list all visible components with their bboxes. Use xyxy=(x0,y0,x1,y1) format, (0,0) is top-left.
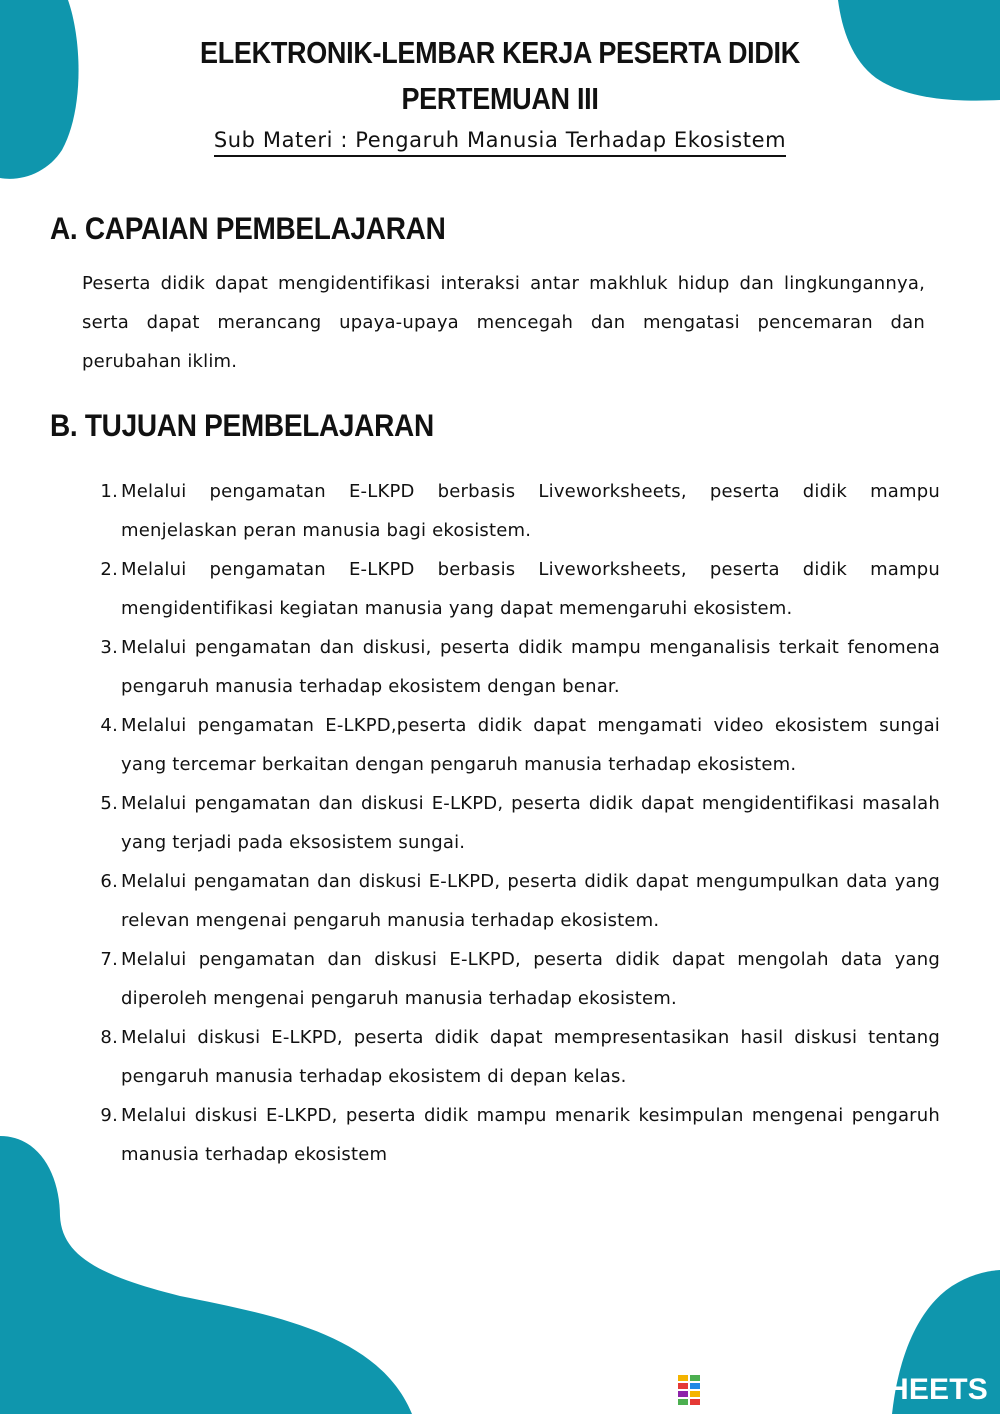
sub-topic-text: Sub Materi : Pengaruh Manusia Terhadap Ekosistem xyxy=(214,128,786,157)
list-text: Melalui diskusi E-LKPD, peserta didik mampu menarik kesimpulan mengenai pengaruh manusia terhadap ekosistem xyxy=(121,1105,940,1165)
list-item xyxy=(0,940,940,1018)
list-number: 4. xyxy=(100,715,118,736)
list-item xyxy=(0,706,940,784)
list-item xyxy=(0,550,940,628)
sub-topic xyxy=(0,128,1000,157)
section-a-paragraph: Peserta didik dapat mengidentifikasi interaksi antar makhluk hidup dan lingkungannya, serta dapat merancang upaya-upaya mencegah dan mengatasi pencemaran dan perubahan iklim. xyxy=(82,273,925,372)
list-text: Melalui diskusi E-LKPD, peserta didik dapat mempresentasikan hasil diskusi tentang pengaruh manusia terhadap ekosistem di depan kelas. xyxy=(121,1027,940,1087)
list-text: Melalui pengamatan E-LKPD berbasis Liveworksheets, peserta didik mampu mengidentifikasi kegiatan manusia yang dapat memengaruhi ekosistem. xyxy=(121,559,940,619)
list-text: Melalui pengamatan dan diskusi E-LKPD, peserta didik dapat mengolah data yang diperoleh mengenai pengaruh manusia terhadap ekosistem. xyxy=(121,949,940,1009)
list-item xyxy=(0,862,940,940)
learning-goals-list xyxy=(0,472,940,1174)
list-text: Melalui pengamatan E-LKPD berbasis Liveworksheets, peserta didik mampu menjelaskan peran manusia bagi ekosistem. xyxy=(121,481,940,541)
list-text: Melalui pengamatan E-LKPD,peserta didik dapat mengamati video ekosistem sungai yang tercemar berkaitan dengan pengaruh manusia terhadap ekosistem. xyxy=(121,715,940,775)
list-text: Melalui pengamatan dan diskusi E-LKPD, peserta didik dapat mengumpulkan data yang relevan mengenai pengaruh manusia terhadap ekosistem. xyxy=(121,871,940,931)
list-number: 1. xyxy=(100,481,118,502)
section-b-heading: B. TUJUAN PEMBELAJARAN xyxy=(50,408,434,443)
list-item xyxy=(0,1018,940,1096)
list-number: 3. xyxy=(100,637,118,658)
meeting-title: PERTEMUAN III xyxy=(401,82,599,116)
list-item xyxy=(0,628,940,706)
list-number: 2. xyxy=(100,559,118,580)
list-text: Melalui pengamatan dan diskusi E-LKPD, peserta didik dapat mengidentifikasi masalah yang terjadi pada eksosistem sungai. xyxy=(121,793,940,853)
liveworksheets-brand: LIVEWORKSHEETS xyxy=(703,1373,988,1406)
list-number: 5. xyxy=(100,793,118,814)
list-item xyxy=(0,1096,940,1174)
list-number: 7. xyxy=(100,949,118,970)
list-item xyxy=(0,472,940,550)
list-number: 8. xyxy=(100,1027,118,1048)
liveworksheets-watermark xyxy=(678,1374,989,1406)
list-item xyxy=(0,784,940,862)
list-number: 9. xyxy=(100,1105,118,1126)
list-number: 6. xyxy=(100,871,118,892)
section-a-heading: A. CAPAIAN PEMBELAJARAN xyxy=(50,211,446,246)
liveworksheets-logo-icon xyxy=(678,1375,700,1405)
page-title: ELEKTRONIK-LEMBAR KERJA PESERTA DIDIK xyxy=(200,36,800,70)
list-text: Melalui pengamatan dan diskusi, peserta didik mampu menganalisis terkait fenomena pengaruh manusia terhadap ekosistem dengan benar. xyxy=(121,637,940,697)
